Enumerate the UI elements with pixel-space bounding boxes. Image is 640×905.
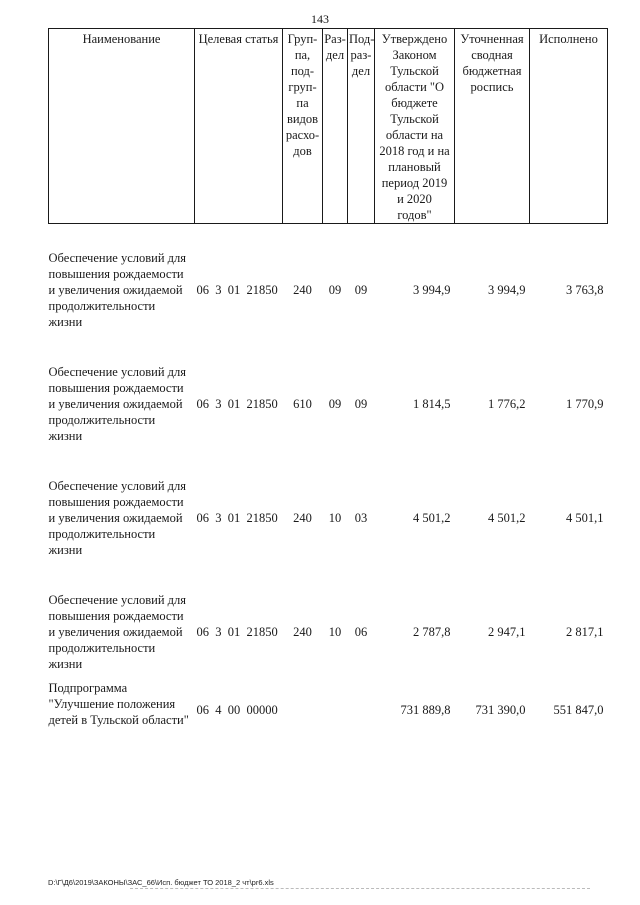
row-executed: 4 501,1 (566, 511, 604, 525)
row-group (283, 680, 323, 772)
footer-divider (130, 888, 590, 889)
row-target-code: 06 3 01 21850 (196, 283, 278, 297)
row-target-code: 06 3 01 21850 (196, 625, 278, 639)
row-name: Обеспечение условий для повышения рождаемости и увеличения ожидаемой продолжительности жизни (48, 251, 186, 329)
header-revised: Уточненная сводная бюджетная роспись (455, 29, 530, 224)
row-section (323, 680, 348, 772)
row-revised: 4 501,2 (488, 511, 526, 525)
page-number: 143 (311, 12, 329, 26)
row-group: 240 (293, 283, 312, 297)
row-approved: 3 994,9 (413, 283, 451, 297)
table-row (49, 470, 608, 566)
header-section: Раз- дел (323, 29, 348, 224)
row-group: 240 (293, 511, 312, 525)
footer-file-path: D:\Г\Д6\2019\ЗАКОНЫ\ЗАС_66\Исп. бюджет ТО 2018_2 чт\pr6.xls (48, 878, 274, 887)
table-header-row (49, 29, 608, 224)
header-executed: Исполнено (530, 29, 608, 224)
row-approved: 1 814,5 (413, 397, 451, 411)
row-section: 09 (328, 397, 342, 411)
row-subsection (348, 680, 375, 772)
row-revised: 3 994,9 (488, 283, 526, 297)
budget-execution-table (48, 28, 608, 772)
row-executed: 1 770,9 (566, 397, 604, 411)
row-name: Обеспечение условий для повышения рождаемости и увеличения ожидаемой продолжительности жизни (48, 593, 186, 671)
row-revised: 731 390,0 (475, 703, 526, 717)
table-row (49, 242, 608, 338)
table-row (49, 356, 608, 452)
row-executed: 551 847,0 (553, 703, 604, 717)
row-name: Обеспечение условий для повышения рождаемости и увеличения ожидаемой продолжительности жизни (48, 479, 186, 557)
row-name: Обеспечение условий для повышения рождаемости и увеличения ожидаемой продолжительности жизни (48, 365, 186, 443)
row-subsection: 09 (354, 283, 368, 297)
row-approved: 2 787,8 (413, 625, 451, 639)
row-target-code: 06 4 00 00000 (196, 703, 278, 717)
row-subsection: 06 (354, 625, 368, 639)
row-group: 240 (293, 625, 312, 639)
row-section: 10 (328, 511, 342, 525)
header-subsection: Под- раз- дел (348, 29, 375, 224)
row-subsection: 03 (354, 511, 368, 525)
row-name: Подпрограмма "Улучшение положения детей в Тульской области" (48, 681, 189, 727)
header-approved: Утверждено Законом Тульской области "О бюджете Тульской области на 2018 год и на плановый период 2019 и 2020 годов" (375, 29, 455, 224)
row-approved: 731 889,8 (400, 703, 451, 717)
row-group: 610 (293, 397, 312, 411)
row-subsection: 09 (354, 397, 368, 411)
row-approved: 4 501,2 (413, 511, 451, 525)
header-group: Груп- па, под- груп- па видов расхо- дов (283, 29, 323, 224)
row-section: 09 (328, 283, 342, 297)
header-target-article: Целевая статья (195, 29, 283, 224)
row-revised: 2 947,1 (488, 625, 526, 639)
table-row (49, 584, 608, 680)
row-revised: 1 776,2 (488, 397, 526, 411)
row-executed: 2 817,1 (566, 625, 604, 639)
header-name: Наименование (49, 29, 195, 224)
table-row (49, 680, 608, 772)
row-target-code: 06 3 01 21850 (196, 397, 278, 411)
row-section: 10 (328, 625, 342, 639)
row-executed: 3 763,8 (566, 283, 604, 297)
row-target-code: 06 3 01 21850 (196, 511, 278, 525)
